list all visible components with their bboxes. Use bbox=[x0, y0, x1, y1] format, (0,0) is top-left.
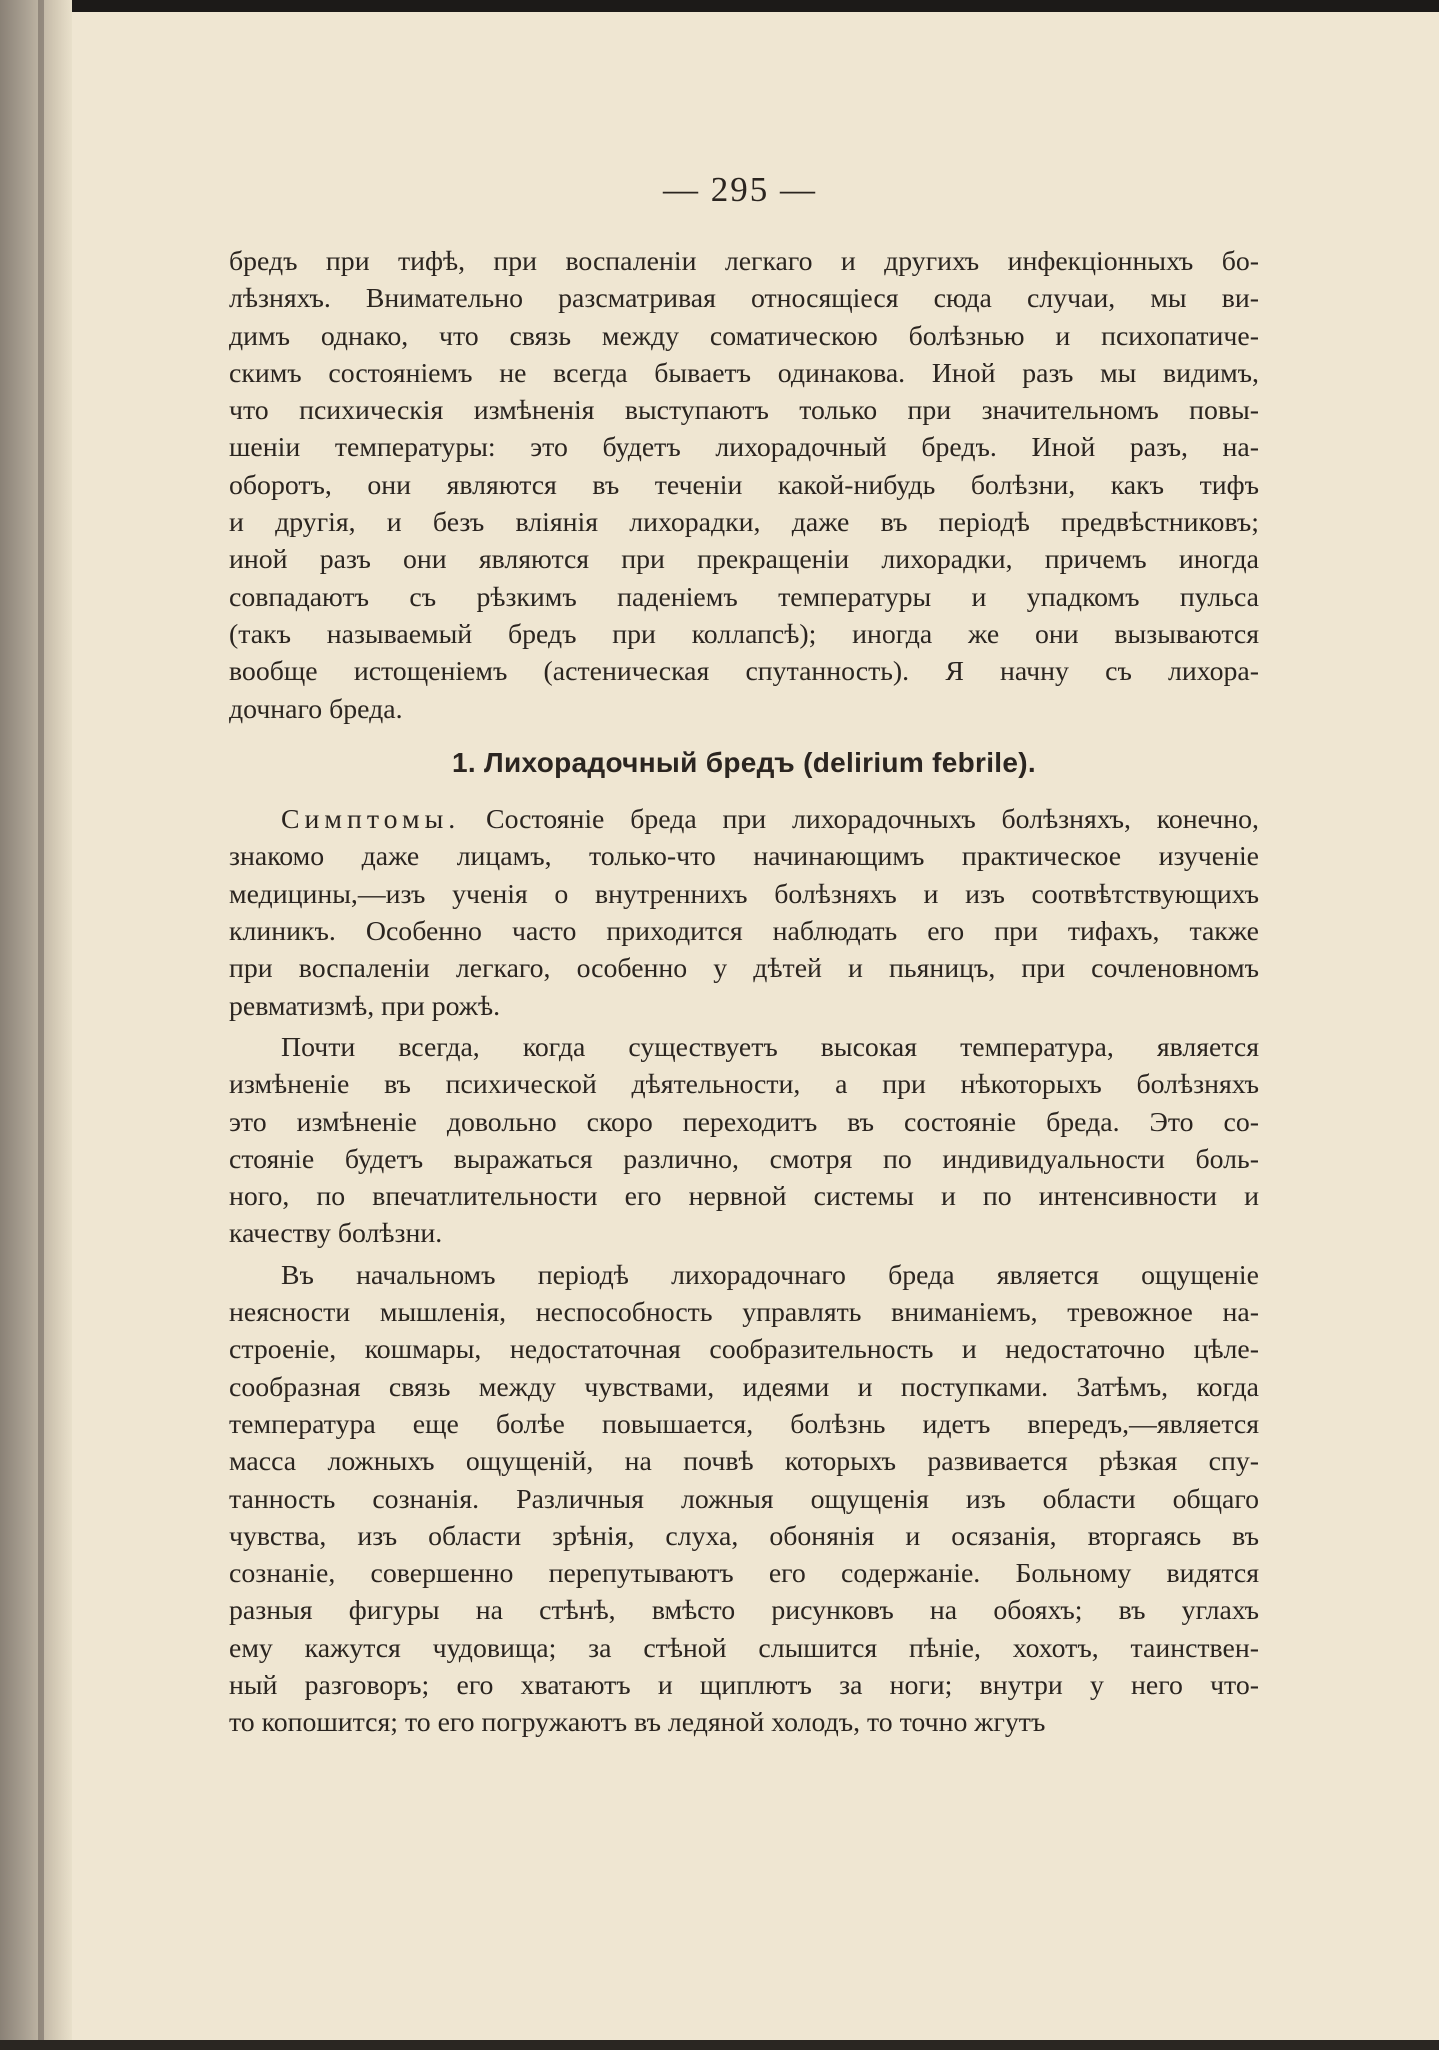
text-line: ему кажутся чудовища; за стѣной слышится пѣніе, хохотъ, таинствен- bbox=[229, 1632, 1259, 1664]
text-line: строеніе, кошмары, недостаточная сообразительность и недостаточно цѣле- bbox=[229, 1334, 1259, 1366]
text-line: медицины,—изъ ученія о внутреннихъ болѣзняхъ и изъ соотвѣтствующихъ bbox=[229, 878, 1259, 910]
text-line: ный разговоръ; его хватаютъ и щиплютъ за ноги; внутри у него что- bbox=[229, 1669, 1259, 1701]
section-heading: 1. Лихорадочный бредъ (delirium febrile). bbox=[452, 746, 1036, 778]
text-line: оборотъ, они являются въ теченіи какой-нибудь болѣзни, какъ тифъ bbox=[229, 469, 1259, 501]
text-line: шеніи температуры: это будетъ лихорадочный бредъ. Иной разъ, на- bbox=[229, 432, 1259, 464]
text-line: измѣненіе въ психической дѣятельности, а при нѣкоторыхъ болѣзняхъ bbox=[229, 1069, 1259, 1101]
text-line: масса ложныхъ ощущеній, на почвѣ которыхъ развивается рѣзкая спу- bbox=[229, 1446, 1259, 1478]
text-line: качеству болѣзни. bbox=[229, 1218, 443, 1250]
body-text bbox=[229, 243, 1259, 1742]
text-line: при воспаленіи легкаго, особенно у дѣтей и пьяницъ, при сочленовномъ bbox=[229, 953, 1259, 985]
text-line: танность сознанія. Различныя ложныя ощущенія изъ области общаго bbox=[229, 1483, 1259, 1515]
text-line: вообще истощеніемъ (астеническая спутанность). Я начну съ лихора- bbox=[229, 656, 1259, 688]
text-line: разныя фигуры на стѣнѣ, вмѣсто рисунковъ на обояхъ; въ углахъ bbox=[229, 1595, 1259, 1627]
paragraph-initial-period bbox=[229, 1257, 1259, 1742]
scan-top-edge bbox=[0, 0, 1439, 12]
text-line: и другія, и безъ вліянія лихорадки, даже въ періодѣ предвѣстниковъ; bbox=[229, 507, 1259, 539]
text-line: температура еще болѣе повышается, болѣзнь идетъ впередъ,—является bbox=[229, 1408, 1259, 1440]
text-line: это измѣненіе довольно скоро переходитъ въ состояніе бреда. Это со- bbox=[229, 1106, 1259, 1138]
text-line: что психическія измѣненія выступаютъ только при значительномъ повы- bbox=[229, 395, 1259, 427]
text-line: совпадаютъ съ рѣзкимъ паденіемъ температуры и упадкомъ пульса bbox=[229, 581, 1259, 613]
page-number: — 295 — bbox=[663, 170, 817, 209]
text-line: клиникъ. Особенно часто приходится наблюдать его при тифахъ, также bbox=[229, 916, 1259, 948]
text-line: димъ однако, что связь между соматическою болѣзнью и психопатиче- bbox=[229, 320, 1259, 352]
scan-bottom-edge bbox=[0, 2040, 1439, 2050]
text-line: (такъ называемый бредъ при коллапсѣ); иногда же они вызываются bbox=[229, 618, 1259, 650]
text-line: бредъ при тифѣ, при воспаленіи легкаго и другихъ инфекціонныхъ бо- bbox=[229, 246, 1259, 277]
text-line: скимъ состояніемъ не всегда бываетъ одинакова. Иной разъ мы видимъ, bbox=[229, 357, 1259, 389]
symptoms-label: Симптомы. bbox=[281, 804, 461, 836]
text-line: Почти всегда, когда существуетъ высокая температура, является bbox=[281, 1031, 1259, 1063]
text-line bbox=[229, 801, 1259, 838]
text-line: ного, по впечатлительности его нервной системы и по интенсивности и bbox=[229, 1181, 1259, 1213]
paragraph-symptoms bbox=[229, 801, 1259, 1025]
symptoms-first-line: Состояніе бреда при лихорадочныхъ болѣзняхъ, конечно, bbox=[460, 804, 1259, 836]
text-line: знакомо даже лицамъ, только-что начинающимъ практическое изученіе bbox=[229, 841, 1259, 873]
text-line: сообразная связь между чувствами, идеями и поступками. Затѣмъ, когда bbox=[229, 1371, 1259, 1403]
paragraph-temperature bbox=[229, 1029, 1259, 1253]
text-line: чувства, изъ области зрѣнія, слуха, обонянія и осязанія, вторгаясь въ bbox=[229, 1520, 1259, 1552]
paragraph-intro bbox=[229, 243, 1259, 728]
text-line: сознаніе, совершенно перепутываютъ его содержаніе. Больному видятся bbox=[229, 1558, 1259, 1590]
text-line: то копошится; то его погружаютъ въ ледяной холодъ, то точно жгутъ bbox=[229, 1707, 1046, 1739]
text-line: лѣзняхъ. Внимательно разсматривая относящіеся сюда случаи, мы ви- bbox=[229, 283, 1259, 315]
text-line: дочнаго бреда. bbox=[229, 693, 403, 725]
text-line: иной разъ они являются при прекращеніи лихорадки, причемъ иногда bbox=[229, 544, 1259, 576]
text-line: неясности мышленія, неспособность управлять вниманіемъ, тревожное на- bbox=[229, 1297, 1259, 1329]
text-line: ревматизмѣ, при рожѣ. bbox=[229, 990, 501, 1022]
text-line: стояніе будетъ выражаться различно, смотря по индивидуальности боль- bbox=[229, 1143, 1259, 1175]
book-spine-shadow bbox=[0, 0, 72, 2050]
book-spine-fold bbox=[38, 0, 44, 2050]
text-line: Въ начальномъ періодѣ лихорадочнаго бреда является ощущеніе bbox=[281, 1259, 1259, 1291]
